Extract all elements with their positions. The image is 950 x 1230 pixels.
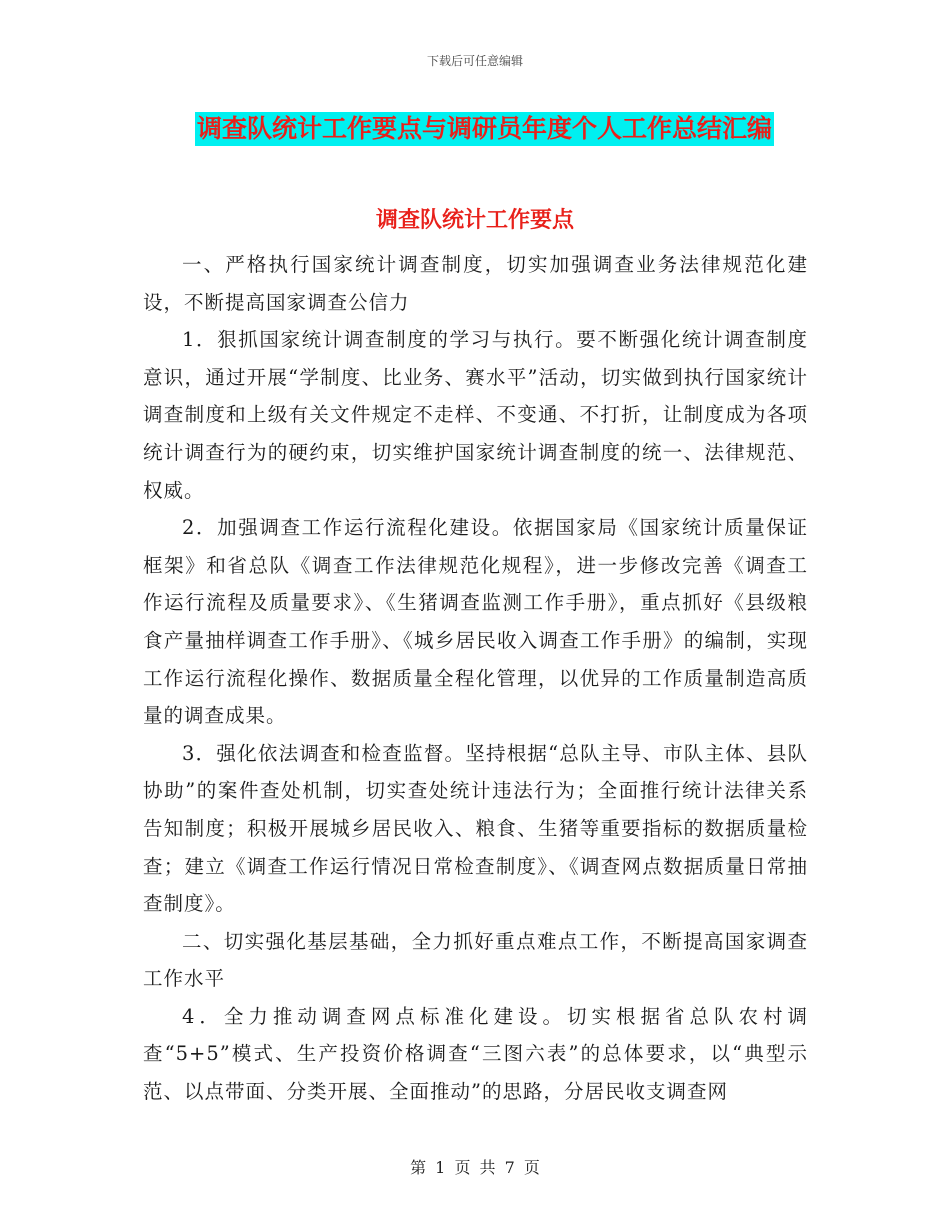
paragraph-item-4: 4．全力推动调查网点标准化建设。切实根据省总队农村调查“5+5”模式、生产投资价格调查“三图六表”的总体要求，以“典型示范、以点带面、分类开展、全面推动”的思路，分居民收支调查网 — [143, 1004, 808, 1104]
paragraph-item-3: 3．强化依法调查和检查监督。坚持根据“总队主导、市队主体、县队协助”的案件查处机制，切实查处统计违法行为；全面推行统计法律关系告知制度；积极开展城乡居民收入、粮食、生猪等重要指标的数据质量检查；建立《调查工作运行情况日常检查制度》、《调查网点数据质量日常抽查制度》。 — [143, 741, 808, 916]
paragraph-item-2: 2．加强调查工作运行流程化建设。依据国家局《国家统计质量保证框架》和省总队《调查工作法律规范化规程》，进一步修改完善《调查工作运行流程及质量要求》、《生猪调查监测工作手册》，重点抓好《县级粮食产量抽样调查工作手册》、《城乡居民收入调查工作手册》的编制，实现工作运行流程化操作、数据质量全程化管理，以优异的工作质量制造高质量的调查成果。 — [143, 516, 808, 728]
page-number-footer: 第 1 页 共 7 页 — [410, 1158, 540, 1177]
header-note: 下载后可任意编辑 — [426, 54, 523, 68]
document-body — [143, 246, 808, 1111]
paragraph-section-two-heading: 二、切实强化基层基础，全力抓好重点难点工作，不断提高国家调查工作水平 — [143, 929, 808, 991]
section-title: 调查队统计工作要点 — [375, 208, 574, 233]
paragraph-item-1: 1．狠抓国家统计调查制度的学习与执行。要不断强化统计调查制度意识，通过开展“学制度、比业务、赛水平”活动，切实做到执行国家统计调查制度和上级有关文件规定不走样、不变通、不打折，让制度成为各项统计调查行为的硬约束，切实维护国家统计调查制度的统一、法律规范、权威。 — [143, 328, 808, 502]
document-main-title: 调查队统计工作要点与调研员年度个人工作总结汇编 — [195, 112, 774, 146]
paragraph-section-one-heading: 一、严格执行国家统计调查制度，切实加强调查业务法律规范化建设，不断提高国家调查公信力 — [143, 253, 808, 314]
